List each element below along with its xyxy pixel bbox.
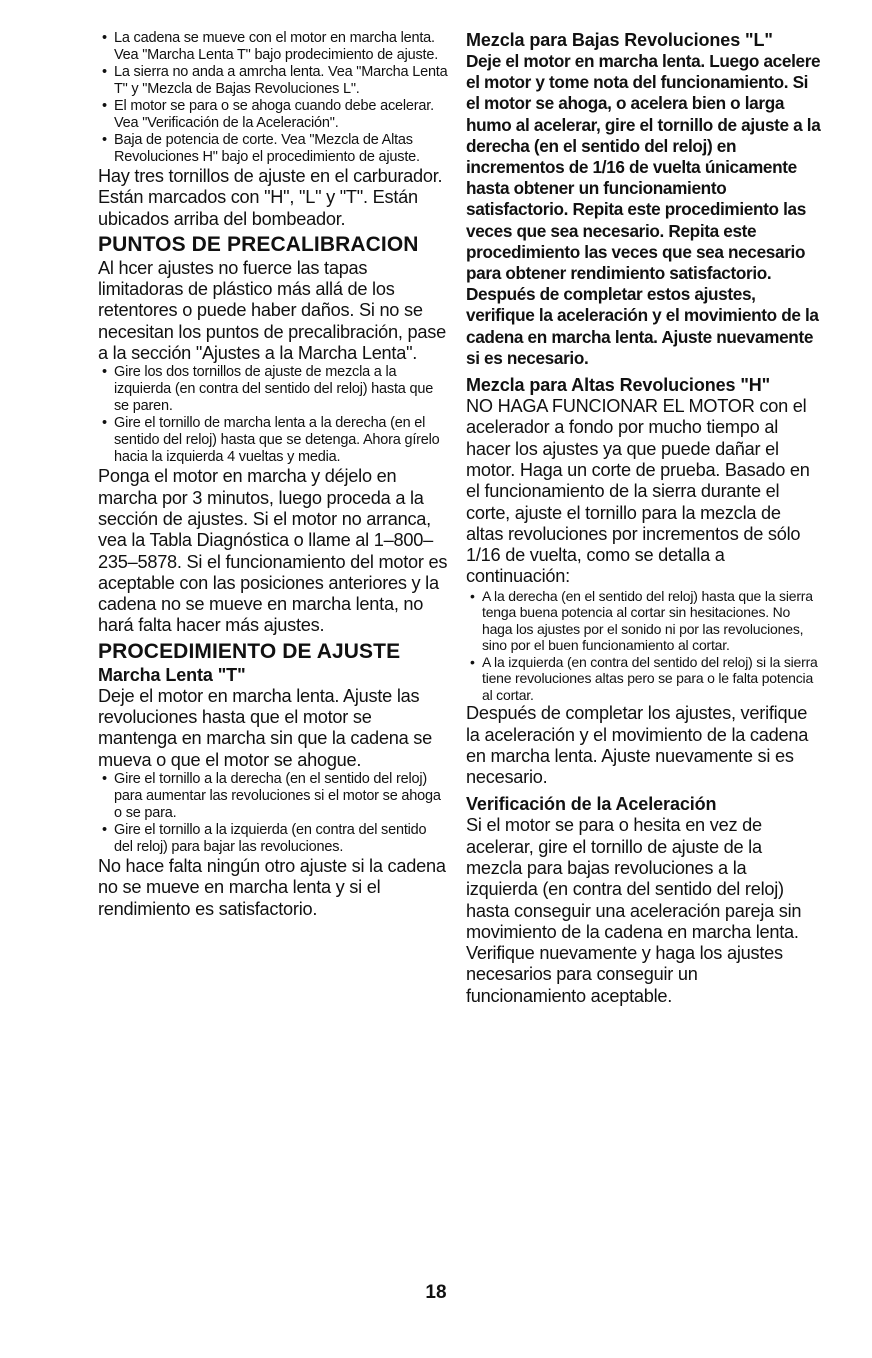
- preset-paragraph: Al hcer ajustes no fuerce las tapas limitadoras de plástico más allá de los retentores o puede haber daños. Si no se necesitan los puntos de precalibración, pase a la sección "Ajustes a la Marcha Lenta".: [98, 257, 446, 364]
- acceleration-heading: Verificación de la Aceleración: [466, 794, 717, 815]
- list-item: • Gire el tornillo a la izquierda (en contra del sentido del reloj) para bajar las revoluciones.: [98, 822, 448, 856]
- list-item: • La sierra no anda a amrcha lenta. Vea "Marcha Lenta T" y "Mezcla de Bajas Revoluciones L".: [98, 64, 448, 98]
- idle-paragraph: Deje el motor en marcha lenta. Ajuste las revoluciones hasta que el motor se mantenga en marcha sin que la cadena se mueva o que el motor se ahogue.: [98, 685, 433, 770]
- low-speed-paragraph: Deje el motor en marcha lenta. Luego acelere el motor y tome nota del funcionamiento. Si el motor se ahoga, o acelera bien o larga humo al acelerar, gire el tornillo de ajuste a la derecha (en el sentido del reloj) en incrementos de 1/16 de vuelta únicamente hasta obtener un funcionamiento satisfactorio. Repita este procedimiento las veces que sea necesario. Repita este procedimiento las veces que sea necesario para obtener rendimiento satisfactorio. Después de completar estos ajustes, verifique la aceleración y el movimiento de la cadena en marcha lenta. Ajuste nuevamente si es necesario.: [466, 51, 821, 368]
- high-speed-end-paragraph: Después de completar los ajustes, verifique la aceleración y el movimiento de la cadena en marcha lenta. Ajuste nuevamente si es necesario.: [466, 703, 809, 788]
- right-column: [466, 30, 822, 1007]
- troubleshoot-list: [98, 30, 448, 166]
- high-speed-list: [466, 588, 822, 704]
- procedure-heading: PROCEDIMIENTO DE AJUSTE: [98, 639, 401, 663]
- left-column: [98, 30, 448, 920]
- idle-end-paragraph: No hace falta ningún otro ajuste si la cadena no se mueve en marcha lenta y si el rendimiento es satisfactorio.: [98, 855, 446, 919]
- list-item: • Baja de potencia de corte. Vea "Mezcla de Altas Revoluciones H" bajo el procedimiento de ajuste.: [98, 132, 448, 166]
- list-item: • Gire los dos tornillos de ajuste de mezcla a la izquierda (en contra del sentido del reloj) hasta que se paren.: [98, 364, 448, 415]
- high-speed-heading: Mezcla para Altas Revoluciones "H": [466, 375, 771, 396]
- preset-list: [98, 364, 448, 466]
- list-item: • La cadena se mueve con el motor en marcha lenta. Vea "Marcha Lenta T" bajo prodecimiento de ajuste.: [98, 30, 448, 64]
- high-speed-paragraph: NO HAGA FUNCIONAR EL MOTOR con el acelerador a fondo por mucho tiempo al hacer los ajustes ya que puede dañar el motor. Haga un corte de prueba. Basado en el funcionamiento de la sierra durante el corte, ajuste el tornillo para la mezcla de altas revoluciones por incrementos de sólo 1/16 de vuelta, como se detalla a continuación:: [466, 396, 810, 587]
- list-item: • A la derecha (en el sentido del reloj) hasta que la sierra tenga buena potencia al cortar sin hesitaciones. No haga los ajustes por el sonido ni por las revoluciones, sino por el buen funcionamiento al cortar.: [466, 588, 822, 654]
- list-item: • A la izquierda (en contra del sentido del reloj) si la sierra tiene revoluciones altas pero se para o le falta potencia al cortar.: [466, 654, 822, 704]
- preset-heading: PUNTOS DE PRECALIBRACION: [98, 232, 419, 256]
- run-paragraph: Ponga el motor en marcha y déjelo en marcha por 3 minutos, luego proceda a la sección de ajustes. Si el motor no arranca, vea la Tabla Diagnóstica o llame al 1–800–235–5878. Si el funcionamiento del motor es aceptable con las posiciones anteriores y la cadena no se mueve en marcha lenta, no hará falta hacer más ajustes.: [98, 466, 448, 636]
- acceleration-paragraph: Si el motor se para o hesita en vez de acelerar, gire el tornillo de ajuste de la mezcla para bajas revoluciones a la izquierda (en contra del sentido del reloj) hasta conseguir una aceleración pareja sin movimiento de la cadena en marcha lenta. Verifique nuevamente y haga los ajustes necesarios para conseguir un funcionamiento aceptable.: [466, 815, 802, 1006]
- idle-list: [98, 771, 448, 856]
- list-item: • Gire el tornillo de marcha lenta a la derecha (en el sentido del reloj) hasta que se detenga. Ahora gírelo hacia la izquierda 4 vueltas y media.: [98, 415, 448, 466]
- list-item: • El motor se para o se ahoga cuando debe acelerar. Vea "Verificación de la Aceleración".: [98, 98, 448, 132]
- page-number: 18: [425, 1282, 447, 1303]
- screws-paragraph: Hay tres tornillos de ajuste en el carburador. Están marcados con "H", "L" y "T". Están ubicados arriba del bombeador.: [98, 166, 443, 229]
- list-item: • Gire el tornillo a la derecha (en el sentido del reloj) para aumentar las revoluciones si el motor se ahoga o se para.: [98, 771, 448, 822]
- idle-heading: Marcha Lenta "T": [98, 664, 246, 685]
- low-speed-heading: Mezcla para Bajas Revoluciones "L": [466, 30, 773, 50]
